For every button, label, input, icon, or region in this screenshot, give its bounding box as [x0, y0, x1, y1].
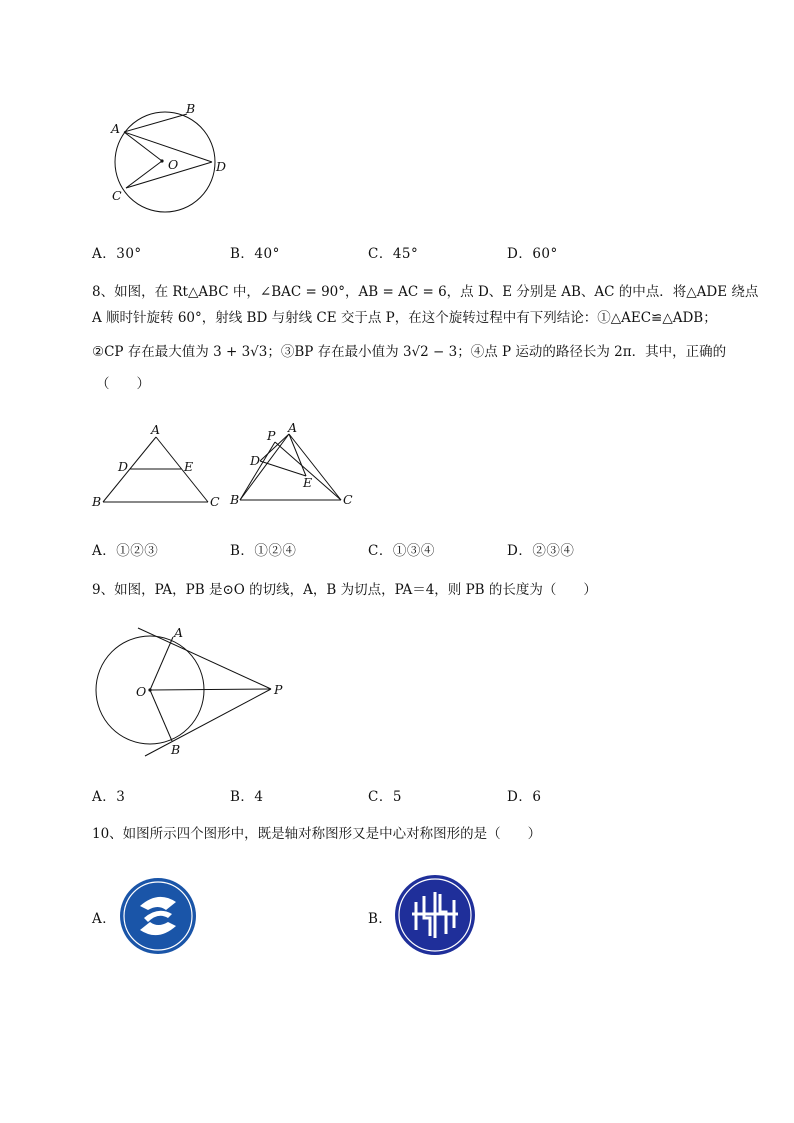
q8f1-label-b: B: [92, 494, 102, 509]
q7-option-a: A．30°: [92, 246, 142, 262]
q8-option-c: C．①③④: [368, 543, 435, 559]
q9-label-a: A: [174, 625, 184, 640]
q9-option-d: D．6: [507, 789, 542, 805]
q8-stem-line3: ②CP 存在最大值为 3 + 3√3；③BP 存在最小值为 3√2 − 3；④点 P 运动的路径长为 2π．其中，正确的: [92, 344, 727, 360]
q9-option-c: C．5: [368, 789, 402, 805]
q8f1-label-e: E: [184, 459, 194, 474]
q7-label-o: O: [168, 157, 179, 172]
q7-circle-figure: [100, 95, 240, 220]
q8f2-label-a: A: [288, 420, 298, 435]
q8f2-label-b: B: [230, 492, 240, 507]
q9-tangent-figure: [88, 620, 298, 765]
q9-option-a: A．3: [92, 789, 126, 805]
q9-option-b: B．4: [230, 789, 264, 805]
q8-option-b: B．①②④: [230, 543, 297, 559]
q8f2-label-e: E: [303, 475, 313, 490]
q7-option-d: D．60°: [507, 246, 558, 262]
q8f2-label-d: D: [250, 453, 261, 468]
q10-logo-a: [118, 876, 198, 956]
q10-option-a: A．: [92, 911, 117, 927]
q8-stem-line2: A 顺时针旋转 60°，射线 BD 与射线 CE 交于点 P，在这个旋转过程中有下列结论：①△AEC≌△ADB；: [92, 310, 717, 326]
q7-option-c: C．45°: [368, 246, 419, 262]
q9-label-p: P: [274, 682, 283, 697]
q8f1-label-c: C: [210, 494, 220, 509]
q9-label-b: B: [171, 742, 181, 757]
q8f2-label-c: C: [343, 492, 353, 507]
q9-label-o: O: [136, 684, 147, 699]
q10-stem: 10、如图所示四个图形中，既是轴对称图形又是中心对称图形的是（ ）: [92, 826, 542, 842]
q9-stem: 9、如图，PA，PB 是⊙O 的切线，A，B 为切点，PA＝4，则 PB 的长度为（ ）: [92, 582, 597, 598]
q8f1-label-d: D: [118, 459, 129, 474]
q7-label-c: C: [112, 188, 122, 203]
q8f2-label-p: P: [267, 428, 276, 443]
q10-logo-b: [394, 874, 476, 956]
q10-option-b: B．: [368, 911, 393, 927]
q8-figure-2: [228, 420, 363, 510]
q7-label-a: A: [111, 121, 121, 136]
q7-label-d: D: [216, 159, 227, 174]
q8-stem-line1: 8、如图，在 Rt△ABC 中，∠BAC = 90°，AB = AC = 6，点 D、E 分别是 AB、AC 的中点．将△ADE 绕点: [92, 284, 759, 300]
q7-label-b: B: [186, 101, 196, 116]
q8-option-a: A．①②③: [92, 543, 159, 559]
q8-figure-1: [88, 420, 223, 510]
q8-option-d: D．②③④: [507, 543, 575, 559]
q8f1-label-a: A: [151, 422, 161, 437]
q8-answer-bracket: （ ）: [96, 376, 150, 392]
q7-option-b: B．40°: [230, 246, 280, 262]
